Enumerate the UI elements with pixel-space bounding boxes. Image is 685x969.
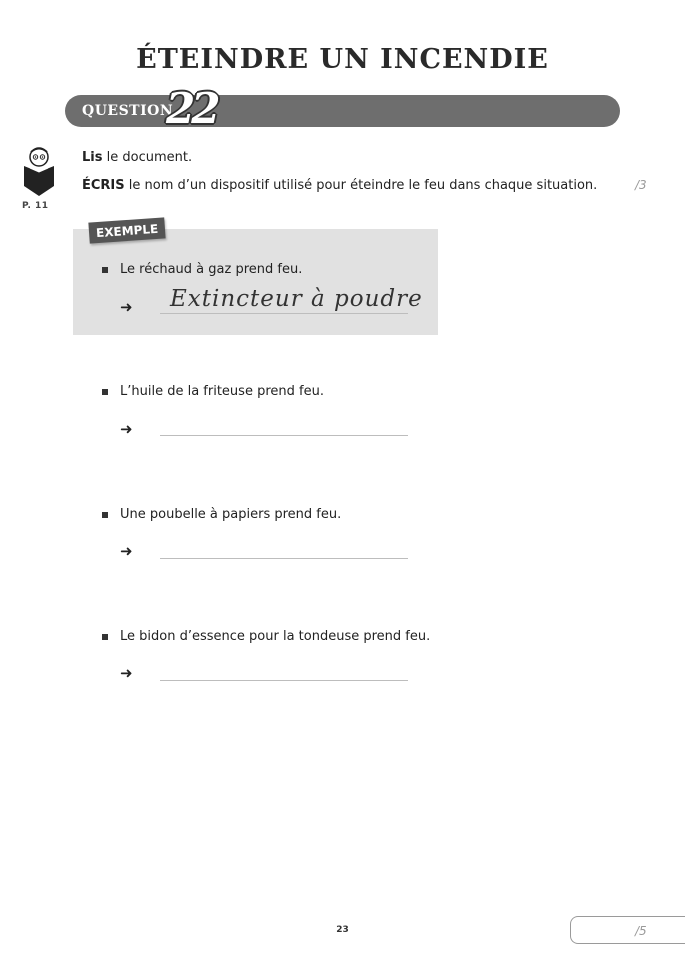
score-bottom: /5 <box>635 924 647 938</box>
bullet-icon <box>102 267 108 273</box>
arrow-icon: ➜ <box>120 664 133 682</box>
instruction-write-text: le nom d’un dispositif utilisé pour éteindre le feu dans chaque situation. <box>124 178 598 193</box>
example-situation: Le réchaud à gaz prend feu. <box>120 262 303 277</box>
instruction-write-verb: ÉCRIS <box>82 178 125 193</box>
answer-line-3[interactable] <box>160 680 408 681</box>
bullet-icon <box>102 389 108 395</box>
list-item-situation: Une poubelle à papiers prend feu. <box>120 507 342 522</box>
bullet-icon <box>102 512 108 518</box>
example-tag: EXEMPLE <box>88 217 166 243</box>
instruction-read-verb: Lis <box>82 150 103 165</box>
question-number: 22 <box>166 84 217 133</box>
bullet-icon <box>102 634 108 640</box>
answer-line-2[interactable] <box>160 558 408 559</box>
instruction-write <box>82 178 597 193</box>
page-title: ÉTEINDRE UN INCENDIE <box>136 44 549 75</box>
answer-line-1[interactable] <box>160 435 408 436</box>
arrow-icon: ➜ <box>120 298 133 316</box>
instruction-read-text: le document. <box>102 150 193 165</box>
instruction-read <box>82 150 192 165</box>
example-box <box>73 229 438 335</box>
list-item-situation: Le bidon d’essence pour la tondeuse prend feu. <box>120 629 431 644</box>
example-answer-line <box>160 313 408 314</box>
arrow-icon: ➜ <box>120 542 133 560</box>
score-box <box>570 916 685 944</box>
arrow-icon: ➜ <box>120 420 133 438</box>
page-reference: P. 11 <box>22 201 49 211</box>
question-label: QUESTION <box>82 103 174 119</box>
score-top: /3 <box>635 178 647 192</box>
example-answer: Extincteur à poudre <box>170 286 423 312</box>
reader-book-icon <box>22 146 56 198</box>
page-number: 23 <box>336 925 349 935</box>
list-item-situation: L’huile de la friteuse prend feu. <box>120 384 324 399</box>
